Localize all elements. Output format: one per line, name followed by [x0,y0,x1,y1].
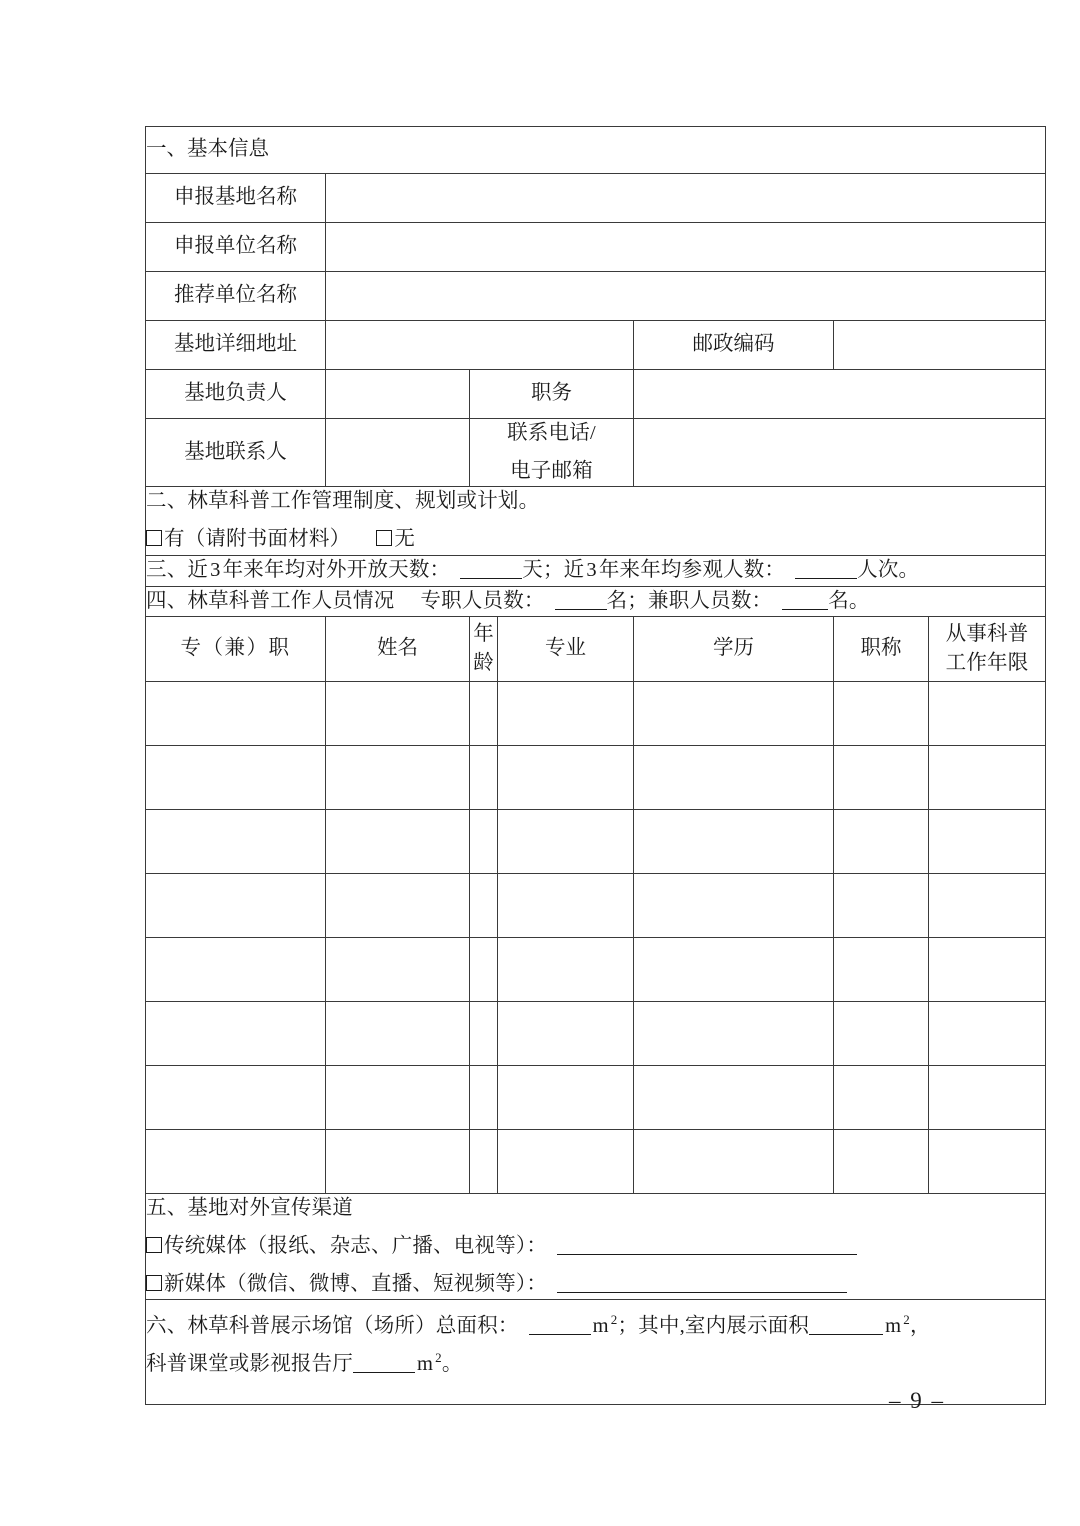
section-five-title: 五、基地对外宣传渠道 [146,1197,353,1220]
cell-years[interactable] [929,1130,1046,1194]
section-three-block [146,555,1046,586]
table-row [146,874,1046,938]
cell-name[interactable] [326,938,470,1002]
section-six-line1 [146,1312,1045,1342]
input-open-days[interactable] [460,578,522,579]
label-contact: 基地联系人 [146,419,326,487]
s6-line1-end: ， [909,1315,931,1338]
cell-age[interactable] [470,938,498,1002]
cell-major[interactable] [498,810,634,874]
cell-title[interactable] [834,1002,929,1066]
cell-title[interactable] [834,874,929,938]
cell-type[interactable] [146,874,326,938]
cell-age[interactable] [470,1002,498,1066]
personnel-header-years-line1: 从事科普 [945,622,1029,645]
personnel-header-name: 姓名 [326,617,470,682]
s6-line1-mid: ；其中,室内展示面积 [617,1315,810,1338]
table-row [146,682,1046,746]
cell-age[interactable] [470,874,498,938]
section-four-row [146,586,1046,617]
cell-title[interactable] [834,746,929,810]
personnel-header-years [929,617,1046,682]
personnel-header-years-line2: 工作年限 [945,652,1029,675]
label-phone-email [470,419,634,487]
cell-name[interactable] [326,810,470,874]
section-four-text [146,587,1045,617]
cell-name[interactable] [326,746,470,810]
checkbox-traditional-media[interactable] [146,1237,162,1253]
checkbox-new-media[interactable] [146,1275,162,1291]
section-two-options [146,525,1045,555]
cell-type[interactable] [146,810,326,874]
cell-major[interactable] [498,1130,634,1194]
cell-name[interactable] [326,874,470,938]
label-new-media: 新媒体（微信、微博、直播、短视频等）： [164,1272,548,1295]
cell-years[interactable] [929,1002,1046,1066]
cell-type[interactable] [146,746,326,810]
label-phone-email-line1: 联系电话/ [507,422,596,444]
form-row-base-name [146,174,1046,223]
s3-prefix: 三、近 [146,558,209,581]
cell-major[interactable] [498,682,634,746]
input-phone-email[interactable] [634,419,1046,487]
label-base-name: 申报基地名称 [146,174,326,223]
s6-line2-label: 科普课堂或影视报告厅 [146,1353,353,1376]
label-address: 基地详细地址 [146,321,326,370]
input-contact-name[interactable] [326,419,470,487]
cell-type[interactable] [146,1002,326,1066]
input-unit-name[interactable] [326,223,1046,272]
s6-unit-2: m [885,1315,902,1338]
option-label-no: 无 [394,528,416,551]
personnel-header-major: 专业 [498,617,634,682]
table-row [146,938,1046,1002]
cell-name[interactable] [326,1002,470,1066]
input-classroom-area[interactable] [353,1372,415,1373]
section-five-row [146,1194,1046,1300]
cell-type[interactable] [146,1130,326,1194]
input-address[interactable] [326,321,634,370]
section-four-title: 四、林草科普工作人员情况 [146,589,395,612]
s6-unit-3: m [417,1353,434,1376]
checkbox-no-system[interactable] [376,530,392,546]
cell-age[interactable] [470,746,498,810]
table-row [146,1002,1046,1066]
cell-age[interactable] [470,810,498,874]
label-position: 职务 [470,370,634,419]
form-row-recommend-unit [146,272,1046,321]
cell-type[interactable] [146,938,326,1002]
s6-unit-1: m [592,1315,609,1338]
input-recommend-unit[interactable] [326,272,1046,321]
form-row-leader [146,370,1046,419]
label-postcode: 邮政编码 [634,321,834,370]
form-row-contact [146,419,1046,487]
section-five-traditional-line [146,1232,1045,1262]
label-unit-name: 申报单位名称 [146,223,326,272]
section-five-block [146,1194,1046,1300]
s6-line1-label: 六、林草科普展示场馆（场所）总面积： [146,1315,519,1338]
cell-years[interactable] [929,1066,1046,1130]
cell-age[interactable] [470,1066,498,1130]
cell-name[interactable] [326,682,470,746]
cell-major[interactable] [498,1002,634,1066]
input-total-area[interactable] [529,1334,591,1335]
input-parttime-count[interactable] [782,609,828,610]
unit-parttime: 名。 [828,589,870,612]
input-postcode[interactable] [834,321,1046,370]
s3-years-1: 3 [210,558,221,581]
input-fulltime-count[interactable] [555,609,607,610]
cell-title[interactable] [834,1066,929,1130]
cell-education[interactable] [634,1002,834,1066]
form-row-address [146,321,1046,370]
input-indoor-area[interactable] [809,1334,883,1335]
input-position[interactable] [634,370,1046,419]
cell-major[interactable] [498,746,634,810]
cell-type[interactable] [146,682,326,746]
cell-major[interactable] [498,1066,634,1130]
cell-years[interactable] [929,682,1046,746]
cell-years[interactable] [929,810,1046,874]
cell-title[interactable] [834,682,929,746]
s3-unit-1: 天；近 [522,558,585,581]
personnel-header-age: 年龄 [470,617,498,682]
personnel-header-row [146,617,1046,682]
s6-line2-end: 。 [441,1353,463,1376]
cell-age[interactable] [470,682,498,746]
application-form-table [145,126,1046,1405]
cell-name[interactable] [326,1130,470,1194]
cell-education[interactable] [634,938,834,1002]
label-leader: 基地负责人 [146,370,326,419]
page-number: – 9 – [889,1388,945,1413]
personnel-header-type: 专（兼）职 [146,617,326,682]
cell-major[interactable] [498,874,634,938]
unit-fulltime: 名； [606,589,649,612]
section-six-line2 [146,1350,1045,1380]
cell-education[interactable] [634,874,834,938]
section-three-row [146,555,1046,586]
input-visitor-count[interactable] [795,578,857,579]
personnel-header-education: 学历 [634,617,834,682]
section-four-block [146,586,1046,617]
cell-age[interactable] [470,1130,498,1194]
cell-type[interactable] [146,1066,326,1130]
input-base-name[interactable] [326,174,1046,223]
s3-text-1: 年来年均对外开放天数： [222,558,451,581]
s3-years-2: 3 [586,558,597,581]
table-row [146,746,1046,810]
input-traditional-media[interactable] [557,1254,857,1255]
table-row [146,1066,1046,1130]
checkbox-has-system[interactable] [146,530,162,546]
section-two-title: 二、林草科普工作管理制度、规划或计划。 [146,490,540,513]
cell-major[interactable] [498,938,634,1002]
input-leader-name[interactable] [326,370,470,419]
cell-education[interactable] [634,1066,834,1130]
cell-title[interactable] [834,1130,929,1194]
label-phone-email-line2: 电子邮箱 [510,459,593,482]
s3-text-2: 年来年均参观人数： [598,558,786,581]
cell-education[interactable] [634,746,834,810]
label-traditional-media: 传统媒体（报纸、杂志、广播、电视等）： [164,1235,548,1258]
cell-years[interactable] [929,746,1046,810]
form-row-unit-name [146,223,1046,272]
option-label-yes: 有（请附书面材料） [164,528,351,551]
cell-years[interactable] [929,938,1046,1002]
section-one-header-row [146,127,1046,174]
cell-title[interactable] [834,810,929,874]
section-two-row [146,487,1046,555]
s6-sup-2: 2 [903,1312,910,1328]
cell-title[interactable] [834,938,929,1002]
cell-education[interactable] [634,810,834,874]
section-two-block [146,487,1046,555]
s6-sup-3: 2 [435,1350,442,1366]
personnel-header-title: 职称 [834,617,929,682]
cell-years[interactable] [929,874,1046,938]
table-row [146,810,1046,874]
label-parttime: 兼职人员数： [648,589,773,612]
label-recommend-unit: 推荐单位名称 [146,272,326,321]
cell-name[interactable] [326,1066,470,1130]
s3-unit-2: 人次。 [857,558,920,581]
section-one-title: 一、基本信息 [146,127,1046,174]
section-five-new-media-line [146,1270,1045,1300]
table-row [146,1130,1046,1194]
label-fulltime: 专职人员数： [420,589,545,612]
s6-sup-1: 2 [610,1312,618,1328]
section-three-text [146,556,1045,586]
cell-education[interactable] [634,682,834,746]
cell-education[interactable] [634,1130,834,1194]
input-new-media[interactable] [557,1292,847,1293]
